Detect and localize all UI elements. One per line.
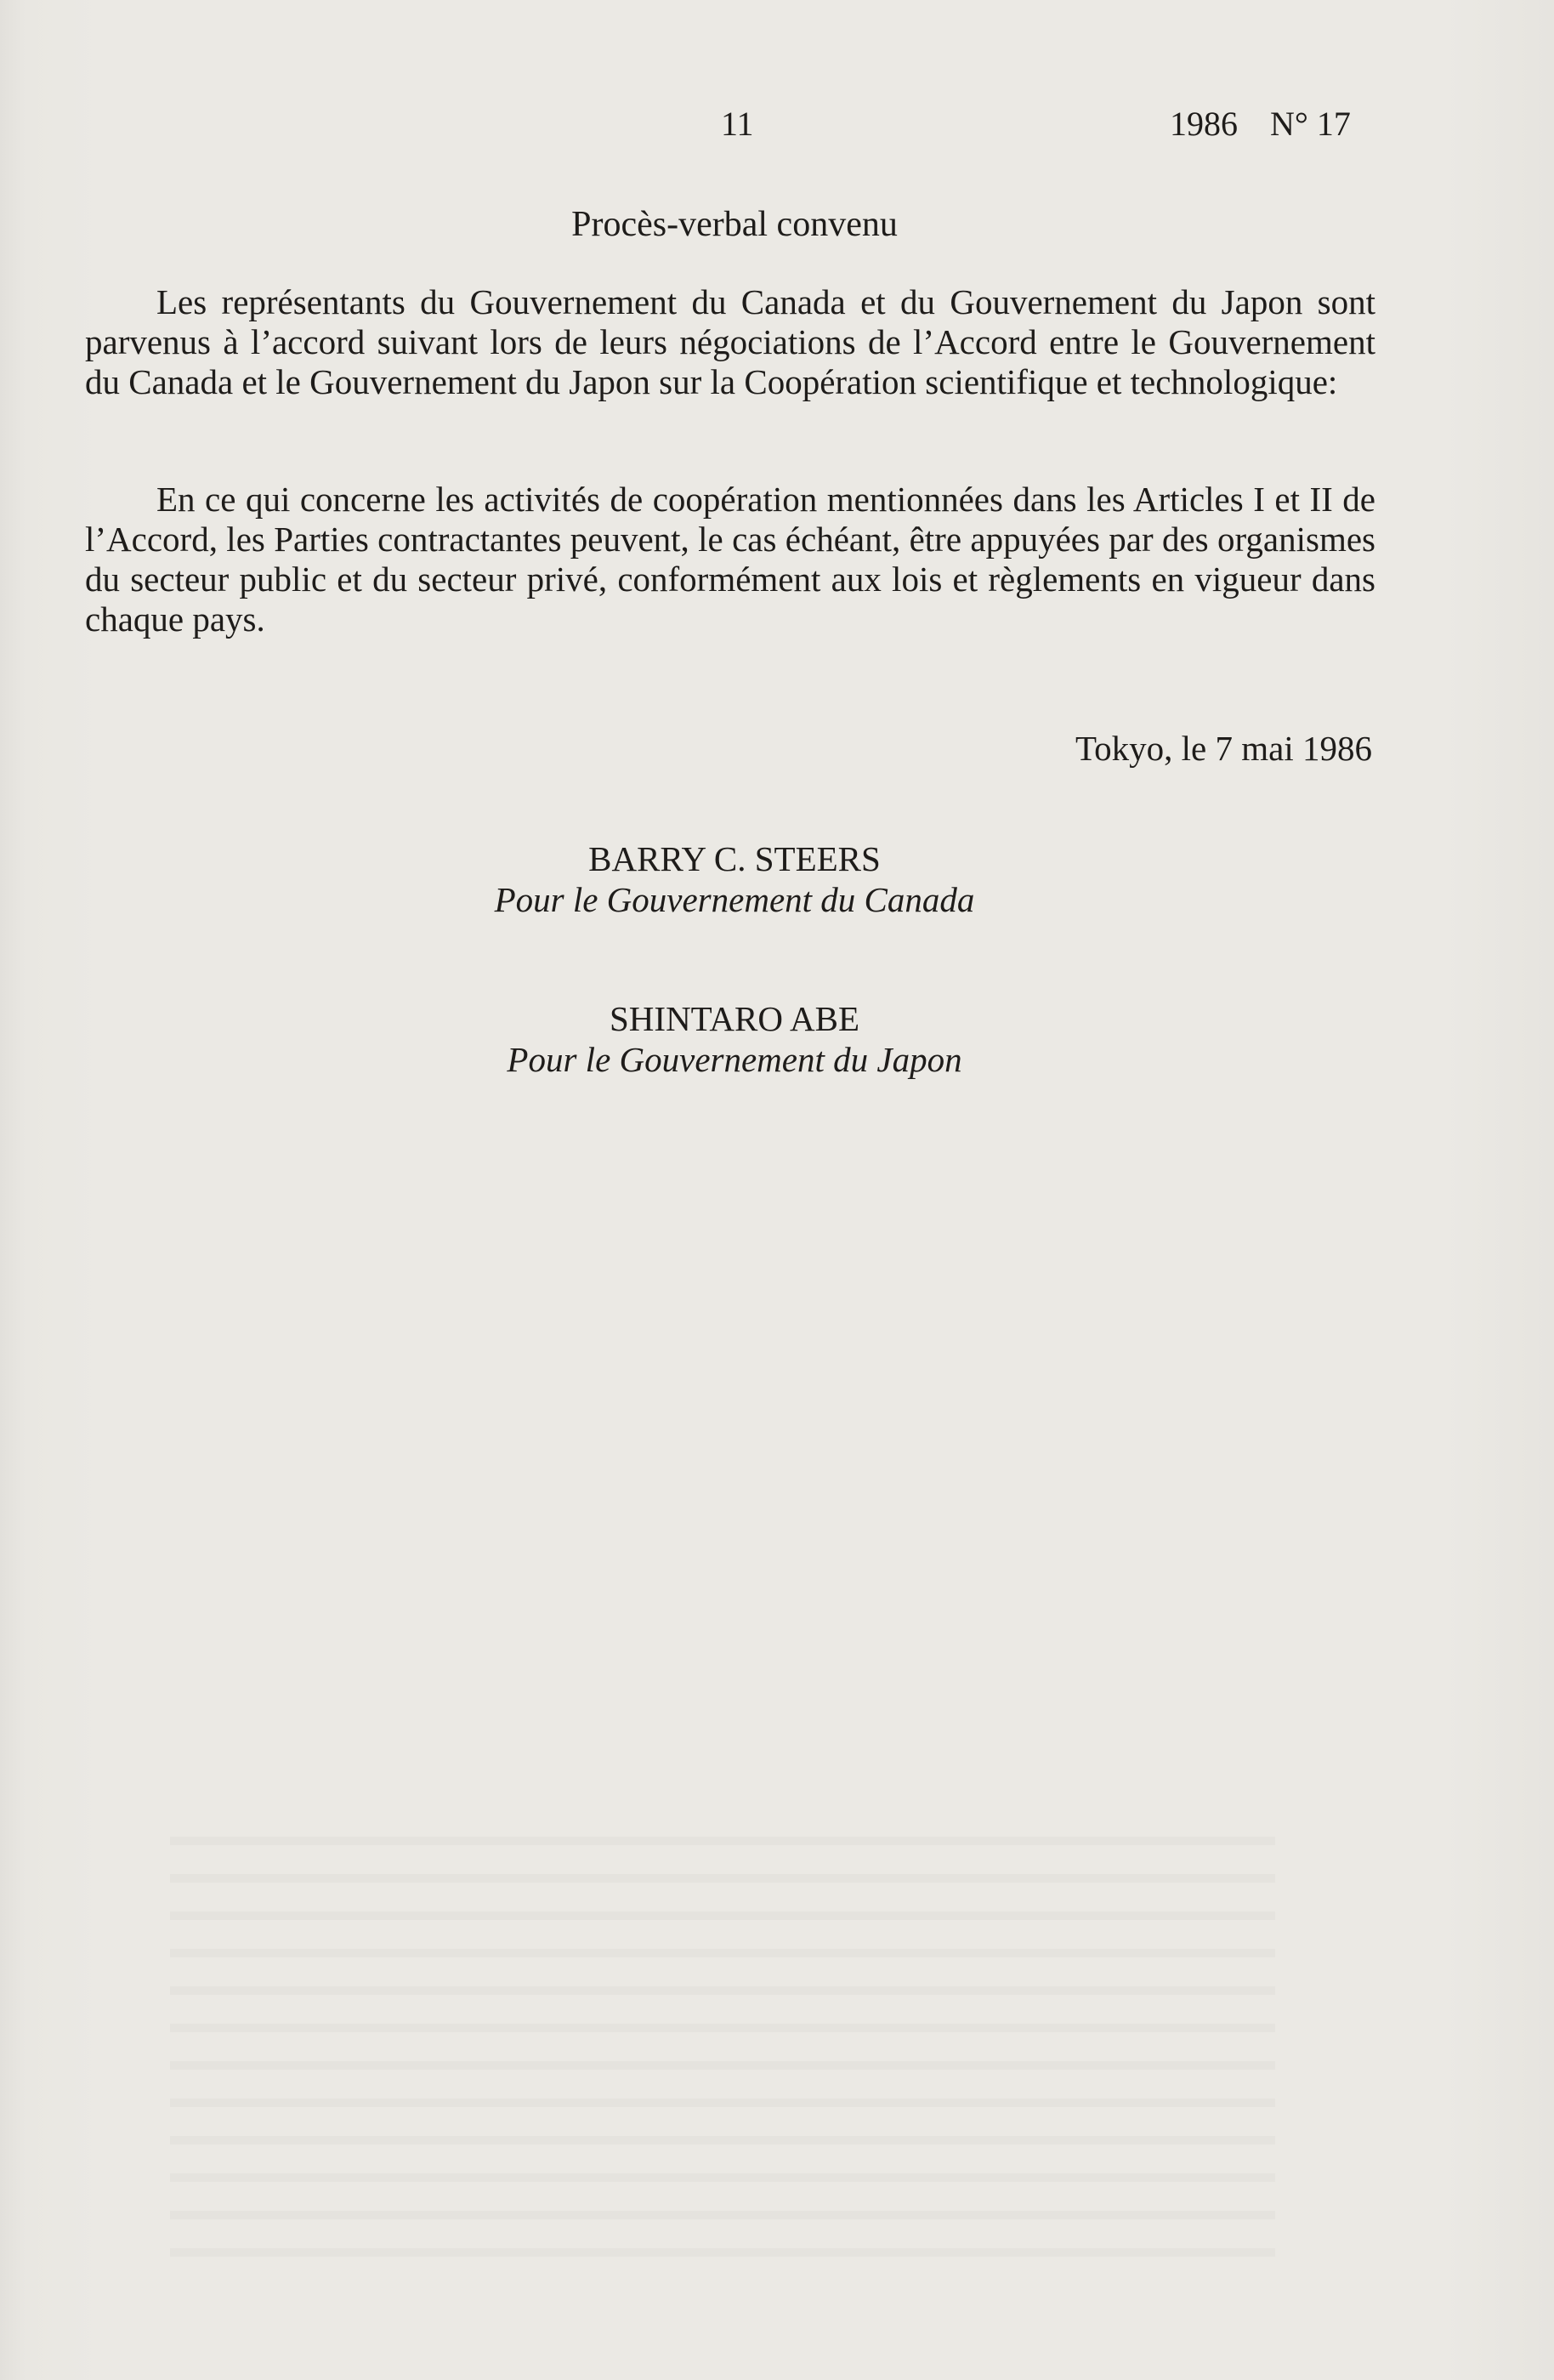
place-and-date: Tokyo, le 7 mai 1986 [1075, 729, 1372, 768]
issue-year: 1986 [1170, 105, 1238, 143]
page-number: 11 [721, 105, 754, 143]
signatory-name: BARRY C. STEERS [588, 839, 881, 878]
document-title: Procès-verbal convenu [571, 205, 898, 244]
show-through-texture [170, 1837, 1275, 2279]
signature-block-canada [0, 838, 1469, 920]
issue-number: N° 17 [1270, 105, 1351, 143]
issue-reference [1170, 104, 1351, 144]
signatory-name: SHINTARO ABE [610, 999, 859, 1038]
paragraph-preamble: Les représentants du Gouvernement du Canada et du Gouvernement du Japon sont parvenus à l’accord suivant lors de leurs négociations de l’Accord entre le Gouvernement du Canada et le Gouvernement du Japon sur la Coopération scientifique et technologique: [85, 282, 1375, 401]
signatory-role: Pour le Gouvernement du Japon [507, 1040, 962, 1079]
paragraph-provision: En ce qui concerne les activités de coopération mentionnées dans les Articles I et II de l’Accord, les Parties contractantes peuvent, le cas échéant, être appuyées par des organismes du secteur public et du secteur privé, conformément aux lois et règlements en vigueur dans chaque pays. [85, 480, 1375, 639]
signatory-role: Pour le Gouvernement du Canada [494, 880, 975, 919]
signature-block-japan [0, 998, 1469, 1080]
